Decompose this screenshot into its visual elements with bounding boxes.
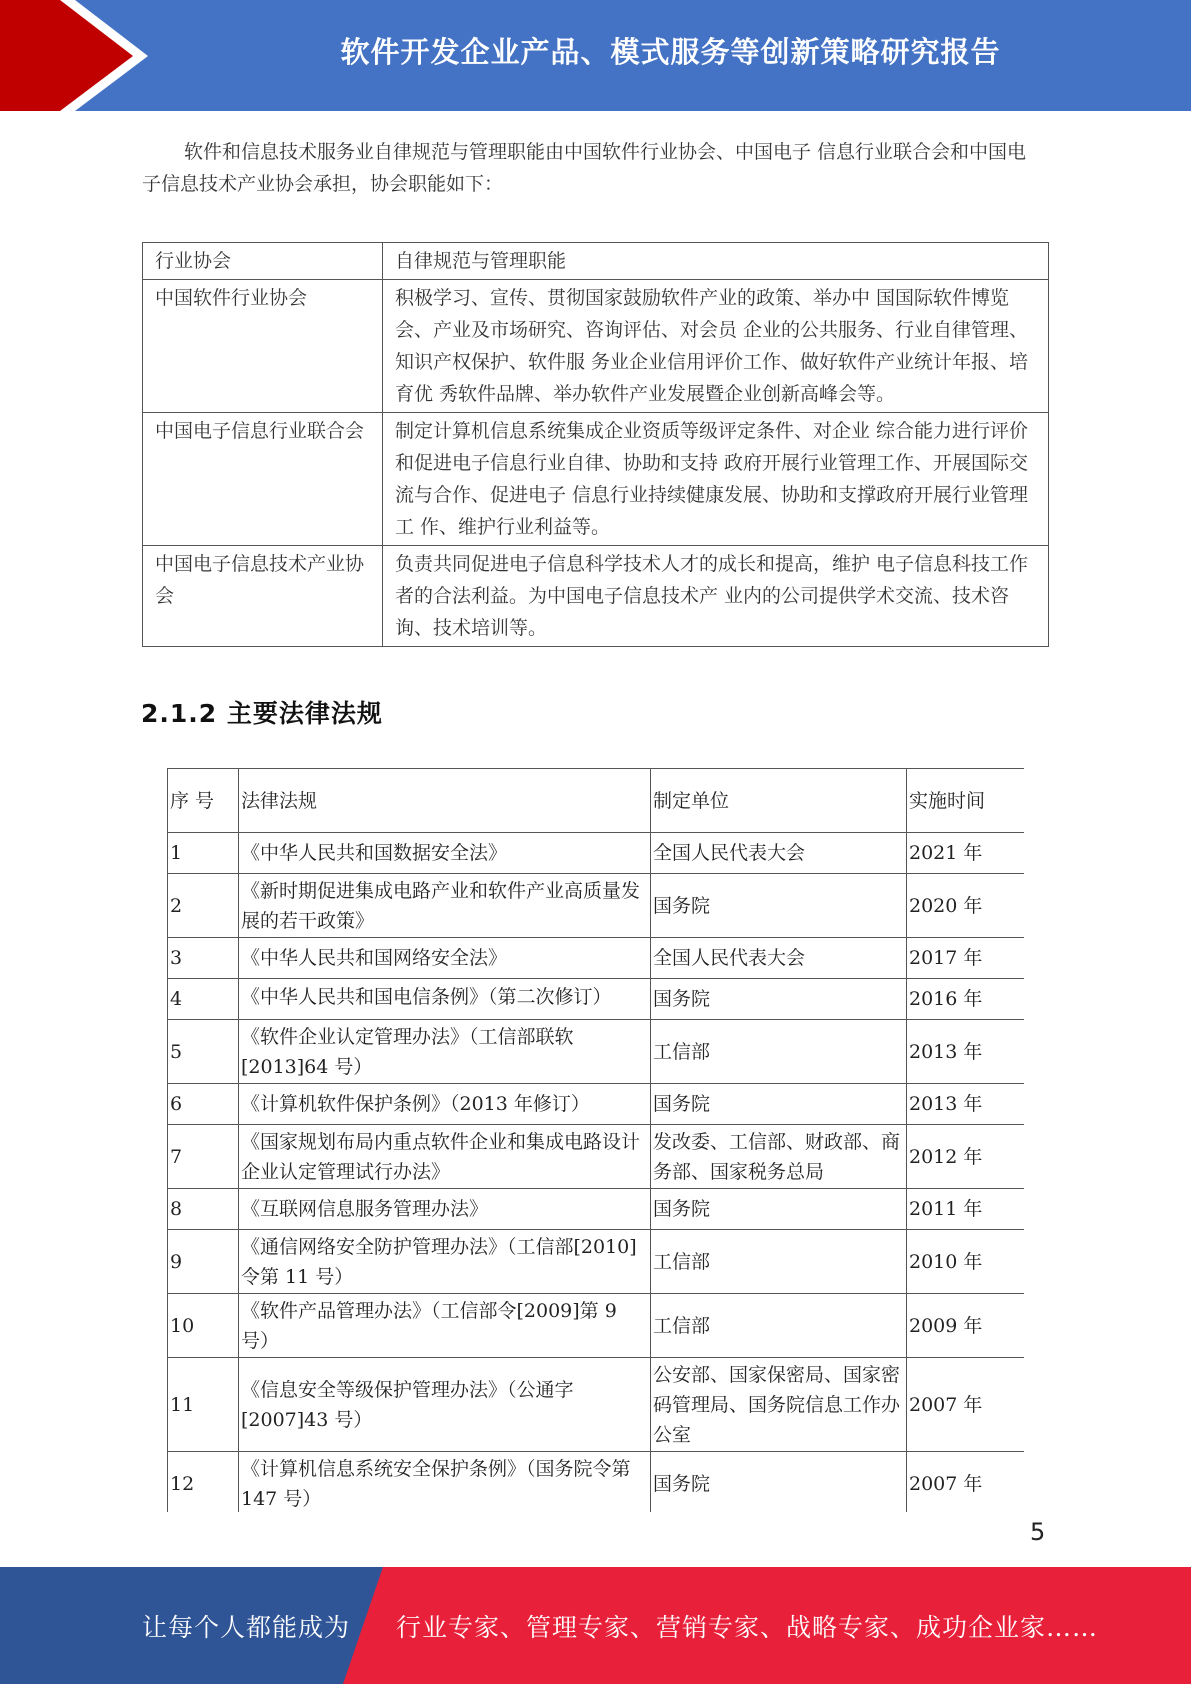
row-number: 2 [168,874,239,938]
effective-year: 2020 年 [907,874,1025,938]
row-number: 7 [168,1125,239,1189]
association-duties: 制定计算机信息系统集成企业资质等级评定条件、对企业 综合能力进行评价和促进电子信息行业自律、协助和支持 政府开展行业管理工作、开展国际交流与合作、促进电子 信息行业持续健康发展、协助和支撑政府开展行业管理工 作、维护行业利益等。 [383,413,1049,546]
column-header: 法律法规 [239,769,651,833]
law-name: 《中华人民共和国数据安全法》 [239,833,651,874]
table-row [168,1084,1025,1125]
association-table [142,242,1049,647]
issuing-unit: 国务院 [651,1452,907,1513]
table-header-row [168,769,1025,833]
column-header: 实施时间 [907,769,1025,833]
page-header [0,0,1191,111]
row-number: 6 [168,1084,239,1125]
table-row [168,1020,1025,1084]
effective-year: 2007 年 [907,1452,1025,1513]
column-header: 序 号 [168,769,239,833]
table-row [168,833,1025,874]
law-name: 《计算机软件保护条例》（2013 年修订） [239,1084,651,1125]
effective-year: 2007 年 [907,1358,1025,1452]
issuing-unit: 工信部 [651,1020,907,1084]
table-row [168,938,1025,979]
issuing-unit: 全国人民代表大会 [651,833,907,874]
law-name: 《新时期促进集成电路产业和软件产业高质量发展的若干政策》 [239,874,651,938]
effective-year: 2009 年 [907,1294,1025,1358]
column-header: 行业协会 [143,243,383,280]
law-name-text: 《中华人民共和国电信条例》（第二次修订） [241,986,612,1008]
issuing-unit: 发改委、工信部、财政部、商务部、国家税务总局 [651,1125,907,1189]
table-row [168,1358,1025,1452]
table-row [168,1230,1025,1294]
issuing-unit: 公安部、国家保密局、国家密码管理局、国务院信息工作办公室 [651,1358,907,1452]
association-name: 中国软件行业协会 [143,280,383,413]
issuing-unit: 国务院 [651,1084,907,1125]
page-footer [0,1567,1191,1684]
row-number: 1 [168,833,239,874]
issuing-unit: 工信部 [651,1294,907,1358]
row-number: 12 [168,1452,239,1513]
table-row [168,1294,1025,1358]
issuing-unit: 国务院 [651,874,907,938]
footer-slogan-left: 让每个人都能成为 [142,1612,351,1642]
row-number: 8 [168,1189,239,1230]
table-row [168,874,1025,938]
association-duties: 积极学习、宣传、贯彻国家鼓励软件产业的政策、举办中 国国际软件博览会、产业及市场研究、咨询评估、对会员 企业的公共服务、行业自律管理、知识产权保护、软件服 务业企业信用评价工作、做好软件产业统计年报、培育优 秀软件品牌、举办软件产业发展暨企业创新高峰会等。 [383,280,1049,413]
issuing-unit: 国务院 [651,1189,907,1230]
association-duties: 负责共同促进电子信息科学技术人才的成长和提高，维护 电子信息科技工作者的合法利益。为中国电子信息技术产 业内的公司提供学术交流、技术咨询、技术培训等。 [383,546,1049,647]
column-header: 自律规范与管理职能 [383,243,1049,280]
table-row [168,1452,1025,1513]
intro-paragraph: 软件和信息技术服务业自律规范与管理职能由中国软件行业协会、中国电子 信息行业联合会和中国电子信息技术产业协会承担，协会职能如下： [142,141,1027,195]
issuing-unit: 工信部 [651,1230,907,1294]
section-heading: 2.1.2 主要法律法规 [141,699,383,728]
effective-year: 2016 年 [907,979,1025,1020]
table-header-row [143,243,1049,280]
effective-year: 2013 年 [907,1020,1025,1084]
row-number: 3 [168,938,239,979]
law-table [167,768,1024,1512]
table-row [168,979,1025,1020]
effective-year: 2012 年 [907,1125,1025,1189]
law-name: 《软件企业认定管理办法》（工信部联软[2013]64 号） [239,1020,651,1084]
law-table-container [167,768,1024,1512]
column-header: 制定单位 [651,769,907,833]
row-number: 4 [168,979,239,1020]
table-row [168,1125,1025,1189]
law-name: 《软件产品管理办法》（工信部令[2009]第 9 号） [239,1294,651,1358]
row-number: 9 [168,1230,239,1294]
law-name: 《信息安全等级保护管理办法》（公通字[2007]43 号） [239,1358,651,1452]
row-number: 5 [168,1020,239,1084]
law-name: 《中华人民共和国网络安全法》 [239,938,651,979]
table-row [168,1189,1025,1230]
row-number: 11 [168,1358,239,1452]
effective-year: 2010 年 [907,1230,1025,1294]
law-name: 《国家规划布局内重点软件企业和集成电路设计企业认定管理试行办法》 [239,1125,651,1189]
law-name: 《通信网络安全防护管理办法》（工信部[2010]令第 11 号） [239,1230,651,1294]
table-row [143,546,1049,647]
report-title: 软件开发企业产品、模式服务等创新策略研究报告 [340,34,1001,69]
effective-year: 2013 年 [907,1084,1025,1125]
association-name: 中国电子信息技术产业协会 [143,546,383,647]
issuing-unit: 国务院 [651,979,907,1020]
law-name: 《互联网信息服务管理办法》 [239,1189,651,1230]
table-row [143,413,1049,546]
issuing-unit: 全国人民代表大会 [651,938,907,979]
law-name [239,979,651,1020]
association-name: 中国电子信息行业联合会 [143,413,383,546]
effective-year: 2021 年 [907,833,1025,874]
page-number: 5 [1030,1518,1046,1546]
effective-year: 2017 年 [907,938,1025,979]
law-name: 《计算机信息系统安全保护条例》（国务院令第 147 号） [239,1452,651,1513]
row-number: 10 [168,1294,239,1358]
effective-year: 2011 年 [907,1189,1025,1230]
footer-slogan-right: 行业专家、管理专家、营销专家、战略专家、成功企业家…… [396,1612,1099,1642]
table-row [143,280,1049,413]
